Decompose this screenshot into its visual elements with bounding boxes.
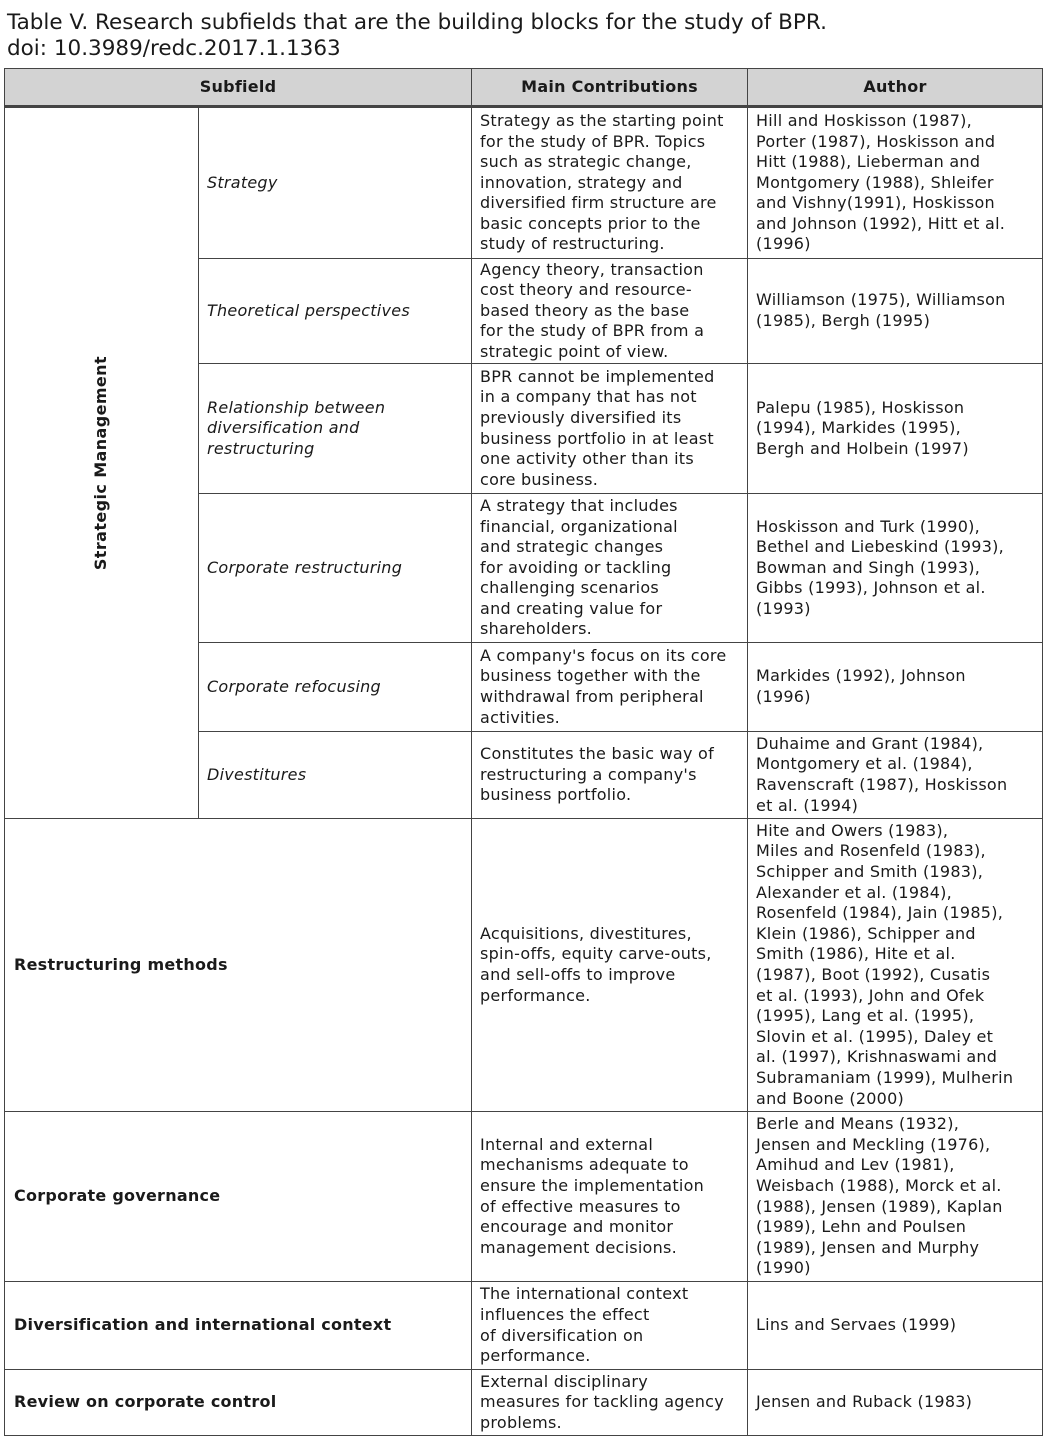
contributions-cell: Internal and external mechanisms adequate to ensure the implementation of effective measures to encourage and monitor management decisions. <box>472 1112 748 1282</box>
contributions-cell: Constitutes the basic way of restructuring a company's business portfolio. <box>472 732 748 819</box>
subfield-cell: Diversification and international context <box>5 1282 472 1370</box>
subfield-cell: Corporate governance <box>5 1112 472 1282</box>
table-row <box>5 819 1043 1112</box>
subfield-cell: Divestitures <box>199 732 472 819</box>
author-cell: Hoskisson and Turk (1990), Bethel and Liebeskind (1993), Bowman and Singh (1993), Gibbs (1993), Johnson et al. (1993) <box>748 494 1043 643</box>
author-cell: Palepu (1985), Hoskisson (1994), Markides (1995), Bergh and Holbein (1997) <box>748 364 1043 494</box>
author-cell: Hill and Hoskisson (1987), Porter (1987), Hoskisson and Hitt (1988), Lieberman and Montgomery (1988), Shleifer and Vishny(1991), Hoskisson and Johnson (1992), Hitt et al. (1996) <box>748 107 1043 259</box>
subfield-cell: Theoretical perspectives <box>199 259 472 364</box>
group-cell <box>5 107 199 819</box>
contributions-cell: Acquisitions, divestitures, spin-offs, equity carve-outs, and sell-offs to improve performance. <box>472 819 748 1112</box>
contributions-cell: A strategy that includes financial, organizational and strategic changes for avoiding or tackling challenging scenarios and creating value for shareholders. <box>472 494 748 643</box>
contributions-cell: Strategy as the starting point for the study of BPR. Topics such as strategic change, innovation, strategy and diversified firm structure are basic concepts prior to the study of restructuring. <box>472 107 748 259</box>
contributions-cell: Agency theory, transaction cost theory and resource- based theory as the base for the study of BPR from a strategic point of view. <box>472 259 748 364</box>
header-subfield: Subfield <box>5 69 472 107</box>
subfield-cell: Strategy <box>199 107 472 259</box>
table-row <box>5 107 1043 259</box>
group-label: Strategic Management <box>91 355 111 571</box>
contributions-cell: BPR cannot be implemented in a company that has not previously diversified its business portfolio in at least one activity other than its core business. <box>472 364 748 494</box>
contributions-cell: A company's focus on its core business together with the withdrawal from peripheral activities. <box>472 643 748 732</box>
author-cell: Lins and Servaes (1999) <box>748 1282 1043 1370</box>
author-cell: Berle and Means (1932), Jensen and Meckling (1976), Amihud and Lev (1981), Weisbach (1988), Morck et al. (1988), Jensen (1989), Kaplan (1989), Lehn and Poulsen (1989), Jensen and Murphy (1990) <box>748 1112 1043 1282</box>
subfield-cell: Relationship between diversification and restructuring <box>199 364 472 494</box>
author-cell: Duhaime and Grant (1984), Montgomery et al. (1984), Ravenscraft (1987), Hoskisson et al. (1994) <box>748 732 1043 819</box>
subfield-cell: Corporate restructuring <box>199 494 472 643</box>
header-row <box>5 69 1043 107</box>
subfield-cell: Review on corporate control <box>5 1370 472 1436</box>
table-row <box>5 1370 1043 1436</box>
subfield-cell: Corporate refocusing <box>199 643 472 732</box>
table-doi: doi: 10.3989/redc.2017.1.1363 <box>7 36 341 61</box>
table-row <box>5 1282 1043 1370</box>
research-subfields-table <box>4 68 1043 1436</box>
author-cell: Hite and Owers (1983), Miles and Rosenfeld (1983), Schipper and Smith (1983), Alexander et al. (1984), Rosenfeld (1984), Jain (1985), Klein (1986), Schipper and Smith (1986), Hite et al. (1987), Boot (1992), Cusatis et al. (1993), John and Ofek (1995), Lang et al. (1995), Slovin et al. (1995), Daley et al. (1997), Krishnaswami and Subramaniam (1999), Mulherin and Boone (2000) <box>748 819 1043 1112</box>
contributions-cell: External disciplinary measures for tackling agency problems. <box>472 1370 748 1436</box>
contributions-cell: The international context influences the effect of diversification on performance. <box>472 1282 748 1370</box>
table-title: Table V. Research subfields that are the building blocks for the study of BPR. <box>7 10 827 35</box>
table-row <box>5 1112 1043 1282</box>
table-caption <box>7 10 827 62</box>
author-cell: Markides (1992), Johnson (1996) <box>748 643 1043 732</box>
header-author: Author <box>748 69 1043 107</box>
author-cell: Williamson (1975), Williamson (1985), Bergh (1995) <box>748 259 1043 364</box>
header-contributions: Main Contributions <box>472 69 748 107</box>
author-cell: Jensen and Ruback (1983) <box>748 1370 1043 1436</box>
subfield-cell: Restructuring methods <box>5 819 472 1112</box>
